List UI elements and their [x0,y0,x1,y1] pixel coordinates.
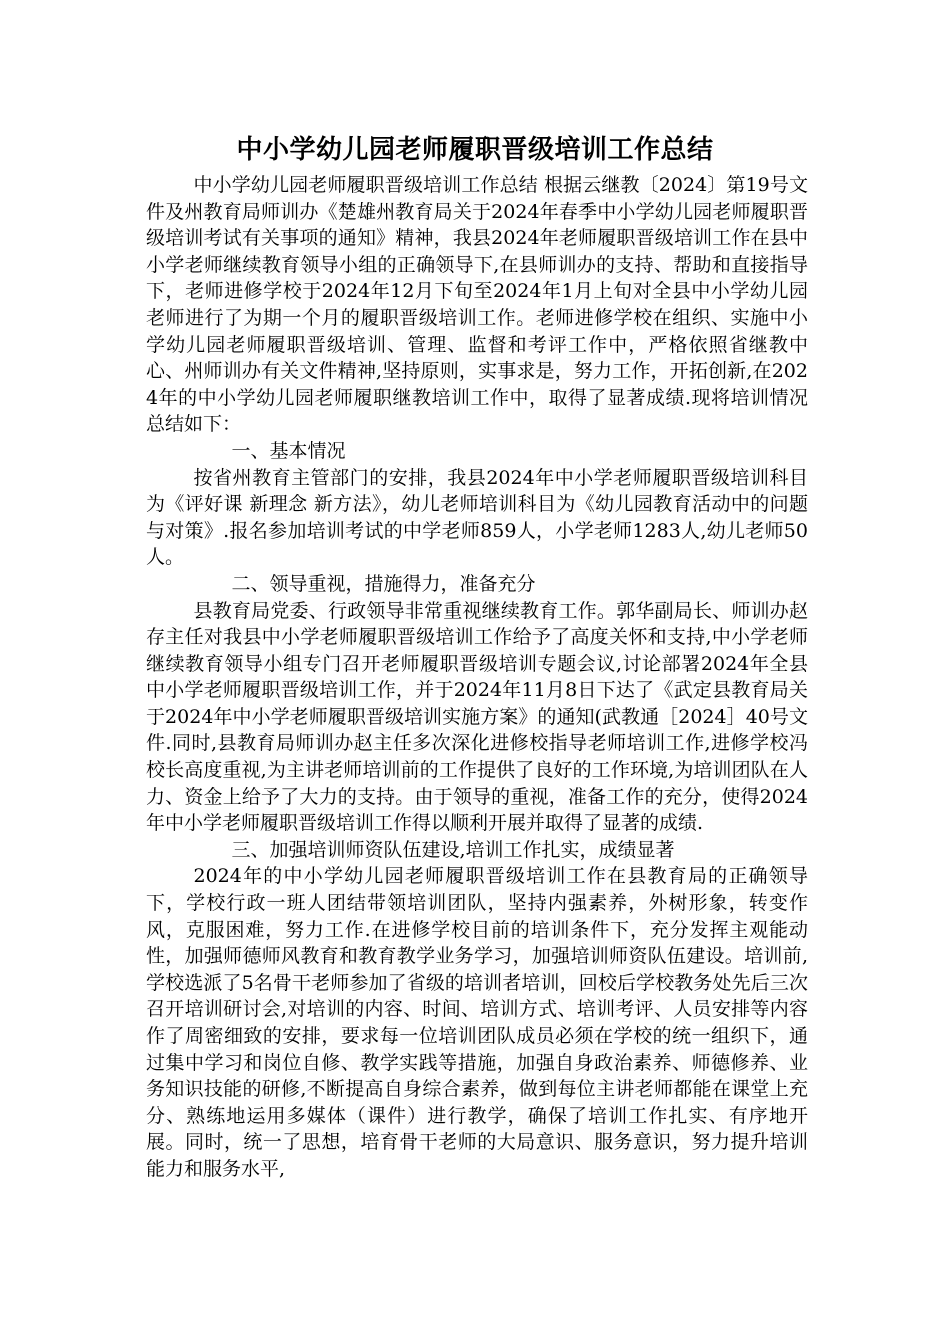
intro-paragraph: 中小学幼儿园老师履职晋级培训工作总结 根据云继教〔2024〕第19号文件及州教育局师训办《楚雄州教育局关于2024年春季中小学幼儿园老师履职晋级培训考试有关事项的通知》精神，我县2024年老师履职晋级培训工作在县中小学老师继续教育领导小组的正确领导下,在县师训办的支持、帮助和直接指导下，老师进修学校于2024年12月下旬至2024年1月上旬对全县中小学幼儿园老师进行了为期一个月的履职晋级培训工作。老师进修学校在组织、实施中小学幼儿园老师履职晋级培训、管理、监督和考评工作中，严格依照省继教中心、州师训办有关文件精神,坚持原则，实事求是，努力工作，开拓创新,在2024年的中小学幼儿园老师履职继教培训工作中，取得了显著成绩.现将培训情况总结如下： [146,174,808,436]
section-heading-training-team: 三、加强培训师资队伍建设,培训工作扎实，成绩显著 [231,838,675,861]
document-body [146,172,808,1183]
leadership-paragraph: 县教育局党委、行政领导非常重视继续教育工作。郭华副局长、师训办赵存主任对我县中小学老师履职晋级培训工作给予了高度关怀和支持,中小学老师继续教育领导小组专门召开老师履职晋级培训专题会议,讨论部署2024年全县中小学老师履职晋级培训工作，并于2024年11月8日下达了《武定县教育局关于2024年中小学老师履职晋级培训实施方案》的通知(武教通［2024］40号文件.同时,县教育局师训办赵主任多次深化进修校指导老师培训工作,进修学校冯校长高度重视,为主讲老师培训前的工作提供了良好的工作环境,为培训团队在人力、资金上给予了大力的支持。由于领导的重视，准备工作的充分，使得2024年中小学老师履职晋级培训工作得以顺利开展并取得了显著的成绩. [146,599,808,835]
basic-paragraph: 按省州教育主管部门的安排，我县2024年中小学老师履职晋级培训科目为《评好课 新理念 新方法》，幼儿老师培训科目为《幼儿园教育活动中的问题与对策》.报名参加培训考试的中学老师859人，小学老师1283人,幼儿老师50人。 [146,466,808,569]
training-team-paragraph: 2024年的中小学幼儿园老师履职晋级培训工作在县教育局的正确领导下，学校行政一班人团结带领培训团队，坚持内强素养，外树形象，转变作风，克服困难，努力工作.在进修学校目前的培训条件下，充分发挥主观能动性，加强师德师风教育和教育教学业务学习，加强培训师资队伍建设。培训前,学校选派了5名骨干老师参加了省级的培训者培训，回校后学校教务处先后三次召开培训研讨会,对培训的内容、时间、培训方式、培训考评、人员安排等内容作了周密细致的安排，要求每一位培训团队成员必须在学校的统一组织下，通过集中学习和岗位自修、教学实践等措施，加强自身政治素养、师德修养、业务知识技能的研修,不断提高自身综合素养，做到每位主讲老师都能在课堂上充分、熟练地运用多媒体（课件）进行教学，确保了培训工作扎实、有序地开展。同时，统一了思想，培育骨干老师的大局意识、服务意识，努力提升培训能力和服务水平, [146,865,808,1180]
section-heading-basic: 一、基本情况 [231,439,346,462]
document-title: 中小学幼儿园老师履职晋级培训工作总结 [236,135,714,165]
section-heading-leadership: 二、领导重视，措施得力，准备充分 [231,572,536,595]
